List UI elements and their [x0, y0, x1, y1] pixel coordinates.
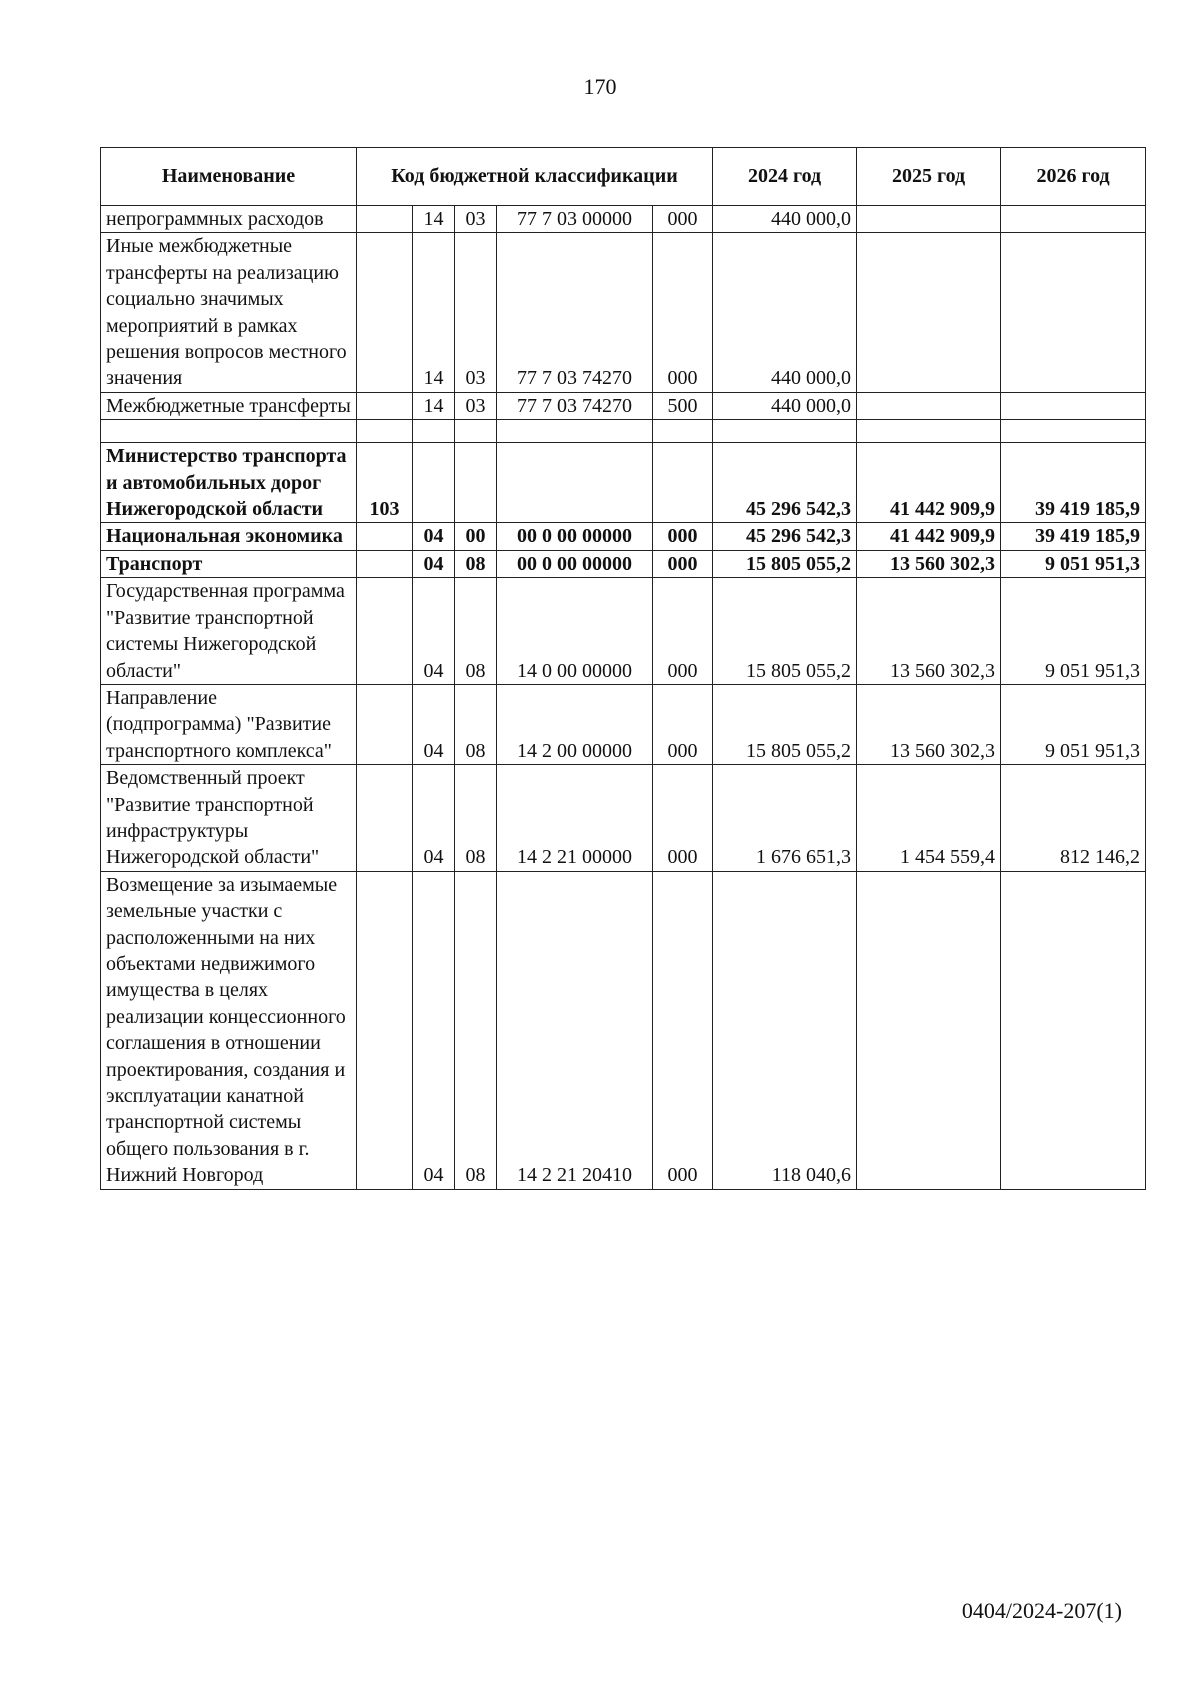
row-name: Транспорт: [101, 550, 357, 577]
row-code-subsection: 08: [455, 550, 497, 577]
row-value-2026: [1001, 420, 1146, 443]
row-value-2025: [857, 392, 1001, 419]
row-code-target: 14 2 00 00000: [497, 684, 653, 764]
table-row: [101, 871, 1146, 1189]
row-name: непрограммных расходов: [101, 206, 357, 233]
row-code-section: [413, 443, 455, 523]
header-2024: 2024 год: [713, 148, 857, 206]
row-name: Направление (подпрограмма) "Развитие транспортного комплекса": [101, 684, 357, 764]
row-value-2025: [857, 420, 1001, 443]
row-code-type: 000: [653, 206, 713, 233]
row-code-section: 04: [413, 550, 455, 577]
row-code-target: 77 7 03 74270: [497, 233, 653, 392]
row-value-2026: 9 051 951,3: [1001, 684, 1146, 764]
row-code-type: [653, 420, 713, 443]
row-code-subsection: [455, 443, 497, 523]
row-value-2025: [857, 206, 1001, 233]
table-row: [101, 765, 1146, 872]
row-value-2025: [857, 233, 1001, 392]
row-code-subsection: 03: [455, 233, 497, 392]
table-header-row: [101, 148, 1146, 206]
row-code-target: 77 7 03 00000: [497, 206, 653, 233]
header-2026: 2026 год: [1001, 148, 1146, 206]
row-code-ministry: [357, 206, 413, 233]
row-code-target: 14 2 21 00000: [497, 765, 653, 872]
header-2025: 2025 год: [857, 148, 1001, 206]
row-value-2026: [1001, 233, 1146, 392]
row-value-2026: 39 419 185,9: [1001, 523, 1146, 550]
row-value-2025: 13 560 302,3: [857, 550, 1001, 577]
table-row: [101, 550, 1146, 577]
row-code-section: 14: [413, 233, 455, 392]
row-name: Ведомственный проект "Развитие транспортной инфраструктуры Нижегородской области": [101, 765, 357, 872]
table-row-spacer: [101, 420, 1146, 443]
row-code-section: 04: [413, 765, 455, 872]
row-code-ministry: [357, 392, 413, 419]
header-name: Наименование: [101, 148, 357, 206]
row-code-type: [653, 443, 713, 523]
row-value-2025: 41 442 909,9: [857, 523, 1001, 550]
row-value-2024: 45 296 542,3: [713, 523, 857, 550]
row-value-2024: 440 000,0: [713, 392, 857, 419]
row-code-ministry: [357, 578, 413, 685]
row-code-target: 14 0 00 00000: [497, 578, 653, 685]
row-code-type: 000: [653, 550, 713, 577]
row-name: Министерство транспорта и автомобильных дорог Нижегородской области: [101, 443, 357, 523]
row-code-target: [497, 443, 653, 523]
row-code-subsection: 00: [455, 523, 497, 550]
row-value-2024: [713, 420, 857, 443]
row-code-ministry: [357, 523, 413, 550]
row-code-section: 14: [413, 206, 455, 233]
row-value-2025: 13 560 302,3: [857, 578, 1001, 685]
row-code-ministry: [357, 420, 413, 443]
table-row: [101, 523, 1146, 550]
row-code-section: 04: [413, 871, 455, 1189]
row-code-target: 77 7 03 74270: [497, 392, 653, 419]
row-value-2024: 118 040,6: [713, 871, 857, 1189]
row-name: Возмещение за изымаемые земельные участки с расположенными на них объектами недвижимого имущества в целях реализации концессионного соглашения в отношении проектирования, создания и эксплуатации канатной транспортной системы общего пользования в г. Нижний Новгород: [101, 871, 357, 1189]
row-code-type: 000: [653, 871, 713, 1189]
row-code-subsection: 08: [455, 765, 497, 872]
row-code-section: 04: [413, 578, 455, 685]
row-value-2024: 45 296 542,3: [713, 443, 857, 523]
table-row: [101, 578, 1146, 685]
row-code-target: 00 0 00 00000: [497, 523, 653, 550]
row-code-target: [497, 420, 653, 443]
row-value-2026: 39 419 185,9: [1001, 443, 1146, 523]
row-code-subsection: 08: [455, 578, 497, 685]
row-code-ministry: [357, 871, 413, 1189]
row-code-type: 000: [653, 233, 713, 392]
row-name: Межбюджетные трансферты: [101, 392, 357, 419]
row-code-ministry: 103: [357, 443, 413, 523]
row-value-2025: [857, 871, 1001, 1189]
row-code-ministry: [357, 550, 413, 577]
row-code-subsection: 03: [455, 206, 497, 233]
budget-table: [100, 147, 1146, 1190]
table-row: [101, 443, 1146, 523]
row-value-2026: [1001, 206, 1146, 233]
row-code-ministry: [357, 684, 413, 764]
row-name: Государственная программа "Развитие транспортной системы Нижегородской области": [101, 578, 357, 685]
table-row: [101, 233, 1146, 392]
row-value-2026: 812 146,2: [1001, 765, 1146, 872]
row-code-ministry: [357, 233, 413, 392]
table-row: [101, 392, 1146, 419]
row-code-section: 04: [413, 523, 455, 550]
row-name: Иные межбюджетные трансферты на реализацию социально значимых мероприятий в рамках решения вопросов местного значения: [101, 233, 357, 392]
row-code-type: 000: [653, 523, 713, 550]
row-value-2026: [1001, 871, 1146, 1189]
header-code: Код бюджетной классификации: [357, 148, 713, 206]
row-value-2025: 41 442 909,9: [857, 443, 1001, 523]
row-code-section: [413, 420, 455, 443]
row-value-2026: 9 051 951,3: [1001, 550, 1146, 577]
row-code-section: 04: [413, 684, 455, 764]
row-name: Национальная экономика: [101, 523, 357, 550]
row-value-2024: 1 676 651,3: [713, 765, 857, 872]
row-name: [101, 420, 357, 443]
row-code-subsection: 08: [455, 684, 497, 764]
row-code-type: 000: [653, 684, 713, 764]
row-value-2024: 440 000,0: [713, 206, 857, 233]
row-code-target: 14 2 21 20410: [497, 871, 653, 1189]
table-row: [101, 206, 1146, 233]
document-code: 0404/2024-207(1): [961, 1598, 1122, 1623]
row-code-ministry: [357, 765, 413, 872]
row-code-target: 00 0 00 00000: [497, 550, 653, 577]
row-value-2024: 15 805 055,2: [713, 684, 857, 764]
row-code-subsection: 03: [455, 392, 497, 419]
row-code-subsection: 08: [455, 871, 497, 1189]
row-value-2025: 1 454 559,4: [857, 765, 1001, 872]
row-value-2024: 15 805 055,2: [713, 578, 857, 685]
page-number: 170: [583, 74, 617, 99]
row-code-section: 14: [413, 392, 455, 419]
row-code-type: 000: [653, 765, 713, 872]
table-row: [101, 684, 1146, 764]
row-code-subsection: [455, 420, 497, 443]
row-value-2025: 13 560 302,3: [857, 684, 1001, 764]
row-value-2024: 15 805 055,2: [713, 550, 857, 577]
row-code-type: 000: [653, 578, 713, 685]
row-code-type: 500: [653, 392, 713, 419]
row-value-2026: [1001, 392, 1146, 419]
row-value-2026: 9 051 951,3: [1001, 578, 1146, 685]
row-value-2024: 440 000,0: [713, 233, 857, 392]
